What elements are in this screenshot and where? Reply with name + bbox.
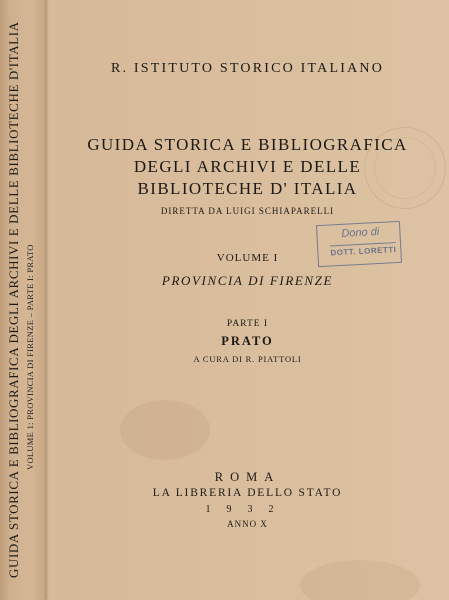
curator-credit: A CURA DI R. PIATTOLI (193, 354, 302, 364)
front-cover (46, 0, 449, 600)
part-title: PRATO (221, 334, 274, 348)
book-title-line: BIBLIOTECHE D' ITALIA (137, 179, 358, 198)
volume-label: VOLUME I (216, 252, 279, 264)
spine-title: GUIDA STORICA E BIBLIOGRAFICA DEGLI ARCHIVI E DELLE BIBLIOTECHE D'ITALIA (6, 21, 21, 578)
publisher-name: LA LIBRERIA DELLO STATO (152, 487, 343, 499)
book-title-line: GUIDA STORICA E BIBLIOGRAFICA (87, 135, 408, 154)
part-label: PARTE I (226, 319, 269, 329)
publication-year: 1932 (205, 504, 290, 515)
stamp-name: DOTT. LORETTI (330, 242, 397, 257)
stamp-handwriting: Dono di (341, 225, 380, 240)
spine-subtitle: VOLUME 1: PROVINCIA DI FIRENZE – PARTE I: PRATO (25, 244, 35, 470)
fascist-era-year: ANNO X (227, 519, 268, 529)
editor-credit: DIRETTA DA LUIGI SCHIAPARELLI (160, 206, 335, 216)
institute-name: R. ISTITUTO STORICO ITALIANO (110, 61, 385, 76)
province-title: PROVINCIA DI FIRENZE (161, 273, 334, 288)
spine-text (6, 21, 35, 578)
publication-city: ROMA (214, 470, 281, 484)
book-title-line: DEGLI ARCHIVI E DELLE (133, 157, 362, 176)
book-spine (0, 0, 46, 600)
book-title (46, 134, 449, 200)
